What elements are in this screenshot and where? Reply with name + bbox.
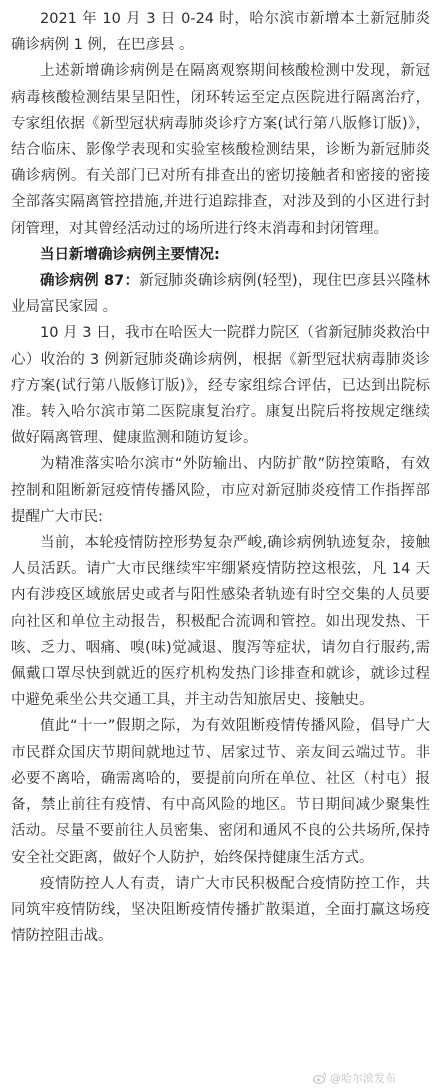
watermark-text: @哈尔滨发布 bbox=[330, 1072, 396, 1085]
holiday-paragraph: 值此“十一”假期之际，为有效阻断疫情传播风险，倡导广大市民群众国庆节期间就地过节、居家过节、亲友间云端过节。非必要不离哈，确需离哈的，要提前向所在单位、社区（村屯）报备，禁止前往有疫情、有中高风险的地区。节日期间减少聚集性活动。尽量不要前往人员密集、密闭和通风不良的公共场所,保持安全社交距离，做好个人防护，始终保持健康生活方式。 bbox=[11, 718, 430, 866]
discharge-paragraph: 10 月 3 日，我市在哈医大一院群力院区（省新冠肺炎救治中心）收治的 3 例新冠肺炎确诊病例，根据《新型冠状病毒肺炎诊疗方案(试行第八版修订版)》，经专家组综合评估，已达到出院标准。转入哈尔滨市第二医院康复治疗。康复出院后将按规定继续做好隔离管理、健康监测和随访复诊。 bbox=[11, 325, 430, 447]
weibo-watermark bbox=[313, 1070, 396, 1086]
case-label: 确诊病例 87： bbox=[40, 273, 140, 290]
strategy-paragraph: 为精准落实哈尔滨市“外防输出、内防扩散”防控策略，有效控制和阻断新冠疫情传播风险，市应对新冠肺炎疫情工作指挥部提醒广大市民: bbox=[11, 456, 430, 525]
section-heading: 当日新增确诊病例主要情况: bbox=[40, 246, 220, 263]
case-detail-paragraph bbox=[11, 268, 430, 320]
case-discovery-paragraph: 上述新增确诊病例是在隔离观察期间核酸检测中发现，新冠病毒核酸检测结果呈阳性，闭环转运至定点医院进行隔离治疗，专家组依据《新型冠状病毒肺炎诊疗方案(试行第八版修订版)》，结合临床、影像学表现和实验室核酸检测结果，诊断为新冠肺炎确诊病例。有关部门已对所有排查出的密切接触者和密接的密接全部落实隔离管控措施,并进行追踪排查，对涉及到的小区进行封闭管理，对其曾经活动过的场所进行终末消毒和封闭管理。 bbox=[11, 63, 430, 237]
weibo-icon bbox=[313, 1072, 327, 1084]
case-detail-text: 新冠肺炎确诊病例(轻型)，现住巴彦县兴隆林业局富民家园 。 bbox=[11, 273, 430, 316]
closing-paragraph: 疫情防控人人有责，请广大市民积极配合疫情防控工作，共同筑牢疫情防线，坚决阻断疫情传播扩散渠道，全面打赢这场疫情防控阻击战。 bbox=[11, 875, 430, 945]
intro-paragraph: 2021 年 10 月 3 日 0-24 时，哈尔滨市新增本土新冠肺炎确诊病例 1 例，在巴彦县 。 bbox=[11, 11, 430, 54]
reminder-paragraph: 当前，本轮疫情防控形势复杂严峻,确诊病例轨迹复杂，接触人员活跃。请广大市民继续牢牢绷紧疫情防控这根弦，凡 14 天内有涉疫区域旅居史或者与阳性感染者轨迹有时空交集的人员要向社区和单位主动报告，积极配合流调和管控。如出现发热、干咳、乏力、咽痛、嗅(味)觉减退、腹泻等症状，请勿自行服药,需佩戴口罩尽快到就近的医疗机构发热门诊排查和就诊，就诊过程中避免乘坐公共交通工具，并主动告知旅居史、接触史。 bbox=[11, 535, 430, 709]
